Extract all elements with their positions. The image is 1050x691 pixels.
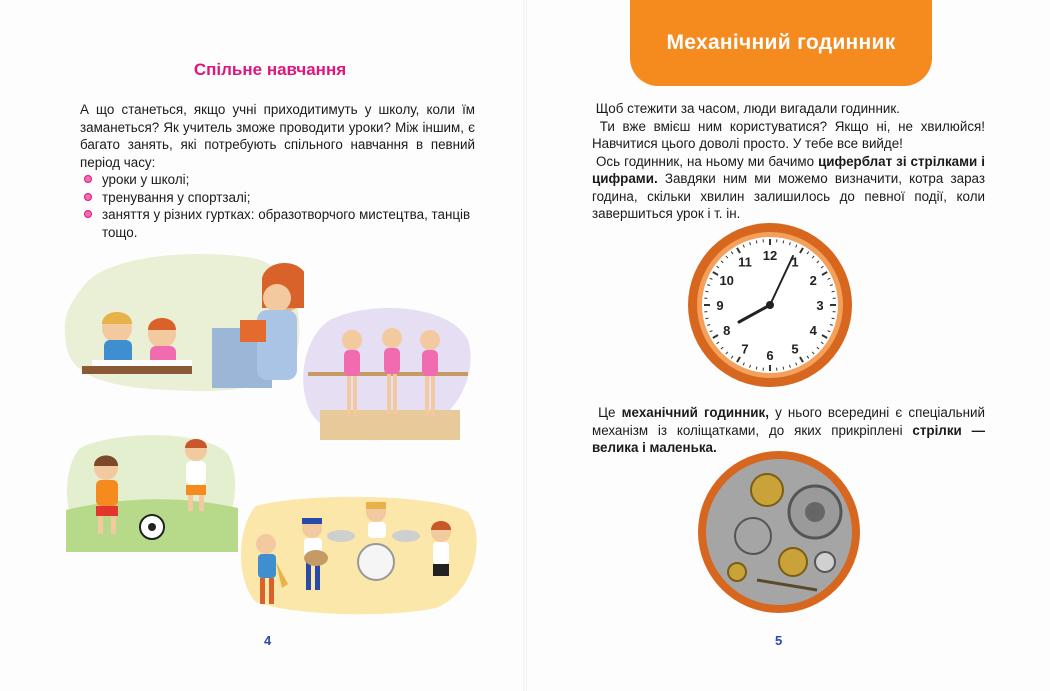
clock-tick <box>832 318 835 319</box>
list-item: заняття у різних гуртках: образотворчого мистецтва, танців тощо. <box>80 206 475 241</box>
book-spine <box>523 0 527 691</box>
classroom-illustration <box>62 248 304 394</box>
wall-clock-image <box>687 222 853 388</box>
page-number-left: 4 <box>264 633 272 648</box>
right-page-title-banner <box>630 0 932 86</box>
clock-number: 10 <box>719 273 734 288</box>
clock-tick <box>705 291 708 292</box>
clock-number: 7 <box>741 341 749 357</box>
bullet-icon <box>84 210 92 218</box>
list-item: уроки у школі; <box>80 171 475 189</box>
paragraph-4: Це механічний годинник, у нього всередині є спеціальний механізм із коліщатками, до яких прикріплені стрілки — велика і маленька. <box>592 405 985 455</box>
bullet-icon <box>84 175 92 183</box>
right-page-title: Механічний годинник <box>666 31 896 54</box>
left-page-text <box>80 101 475 241</box>
clock-number: 9 <box>716 298 724 313</box>
activities-list <box>80 171 475 241</box>
bullet-icon <box>84 193 92 201</box>
clock-number: 3 <box>816 298 824 313</box>
clock-number: 2 <box>809 273 817 288</box>
paragraph-3: Ось годинник, на ньому ми бачимо циферблат зі стрілками і цифрами. Завдяки ним ми можемо визначити, котра зараз година, скільки хвилин залишилось до певної події, коли завершиться урок і т. ін. <box>592 153 985 221</box>
clock-number: 8 <box>723 323 731 338</box>
clock-tick <box>756 240 757 243</box>
bold-dial: циферблат зі стрілками і цифрами. <box>592 153 985 186</box>
ballet-illustration <box>300 300 475 442</box>
list-item: тренування у спортзалі; <box>80 189 475 207</box>
clock-tick <box>783 240 784 243</box>
paragraph-2: Ти вже вмієш ним користуватися? Якщо ні, не хвилюйся! Навчитися цього доволі просто. У тебе все вийде! <box>592 118 985 151</box>
clock-number: 11 <box>738 254 752 270</box>
clock-number: 12 <box>762 248 778 263</box>
left-page-title: Спільне навчання <box>193 60 347 79</box>
clock-number: 6 <box>766 348 774 363</box>
clock-number: 5 <box>791 341 799 357</box>
clock-tick <box>756 367 757 370</box>
intro-paragraph: А що станеться, якщо учні приходитимуть у школу, коли їм заманеться? Як учитель зможе проводити уроки? Між іншим, є багато занять, які потребують спільного навчання в певний період часу: <box>80 102 475 170</box>
clock-number: 4 <box>809 323 817 338</box>
right-page-text <box>592 100 985 223</box>
clock-tick <box>705 318 708 319</box>
clock-tick <box>832 291 835 292</box>
clock-number: 1 <box>791 254 799 270</box>
clock-tick <box>783 367 784 370</box>
paragraph-1: Щоб стежити за часом, люди вигадали годинник. <box>595 101 900 116</box>
right-page-text-2 <box>592 404 985 457</box>
band-illustration <box>236 492 482 616</box>
clock-mechanism-image <box>697 450 861 614</box>
page-number-right: 5 <box>775 633 783 648</box>
football-illustration <box>66 430 238 552</box>
